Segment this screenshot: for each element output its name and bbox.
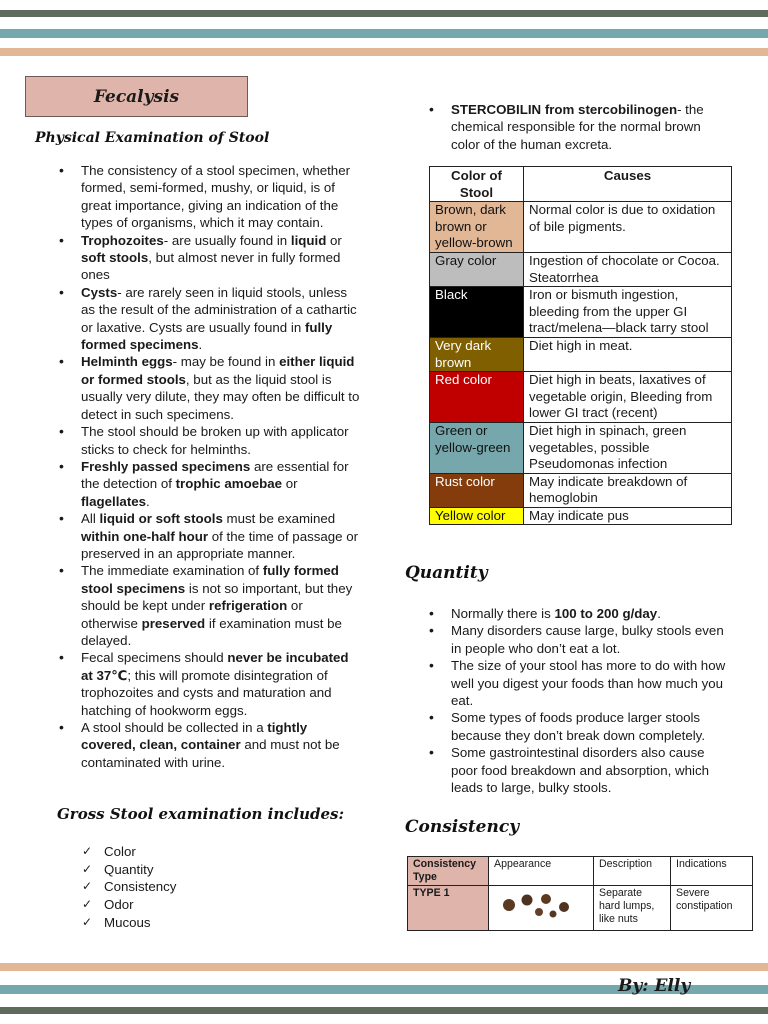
section-heading-physical: Physical Examination of Stool xyxy=(35,130,270,146)
table-row xyxy=(430,252,732,286)
cause-cell: May indicate breakdown of hemoglobin xyxy=(524,473,732,507)
top-stripe-teal xyxy=(0,29,768,38)
color-swatch-cell: Black xyxy=(430,287,524,338)
list-item: • The consistency of a stool specimen, whether formed, semi-formed, mushy, or liquid, is of great importance, giving an indication of the types of organisms, which it may contain. xyxy=(57,162,363,232)
consistency-header-indications: Indications xyxy=(671,857,753,886)
color-swatch-cell: Gray color xyxy=(430,252,524,286)
checklist-item: ✓ Consistency xyxy=(80,878,176,896)
page-title-text: Fecalysis xyxy=(93,86,180,107)
table-row xyxy=(430,422,732,473)
color-table-header-color: Color of Stool xyxy=(430,167,524,202)
physical-exam-list xyxy=(57,162,363,771)
consistency-header-type: Consistency Type xyxy=(408,857,489,886)
list-item: • Freshly passed specimens are essential for the detection of trophic amoebae or flagellates. xyxy=(57,458,363,510)
stercobilin-bullet: • STERCOBILIN from stercobilinogen- the chemical responsible for the normal brown color of the human excreta. xyxy=(427,101,732,153)
cause-cell: Diet high in meat. xyxy=(524,337,732,371)
cause-cell: Iron or bismuth ingestion, bleeding from the upper GI tract/melena—black tarry stool xyxy=(524,287,732,338)
table-row xyxy=(430,202,732,253)
list-item: • A stool should be collected in a tightly covered, clean, container and must not be contaminated with urine. xyxy=(57,719,363,771)
table-row xyxy=(430,507,732,525)
color-swatch-cell: Green or yellow-green xyxy=(430,422,524,473)
cause-cell: Ingestion of chocolate or Cocoa. Steatorrhea xyxy=(524,252,732,286)
consistency-header-appearance: Appearance xyxy=(489,857,594,886)
hard-lumps-image xyxy=(493,888,577,924)
list-item: • Helminth eggs- may be found in either liquid or formed stools, but as the liquid stool is usually very dilute, they may often be difficult to detect in such specimens. xyxy=(57,353,363,423)
list-item: • Fecal specimens should never be incubated at 37℃; this will promote disintegration of trophozoites and cysts and maturation and hatching of hookworm eggs. xyxy=(57,649,363,719)
color-table-header-row xyxy=(430,167,732,202)
list-item: • All liquid or soft stools must be examined within one-half hour of the time of passage or preserved in an appropriate manner. xyxy=(57,510,363,562)
section-heading-gross: Gross Stool examination includes: xyxy=(57,805,345,823)
list-item: • Cysts- are rarely seen in liquid stools, unless as the result of the administration of a cathartic or laxative. Cysts are usually found in fully formed specimens. xyxy=(57,284,363,354)
list-item: • Trophozoites- are usually found in liquid or soft stools, but almost never in fully formed ones xyxy=(57,232,363,284)
cause-cell: Diet high in beats, laxatives of vegetable origin, Bleeding from lower GI tract (recent) xyxy=(524,372,732,423)
consistency-header-description: Description xyxy=(594,857,671,886)
bottom-stripe-dark xyxy=(0,1007,768,1014)
indications-cell: Severe constipation xyxy=(671,886,753,931)
section-heading-quantity: Quantity xyxy=(405,563,488,583)
author-byline: By: Elly xyxy=(618,976,691,996)
color-swatch-cell: Red color xyxy=(430,372,524,423)
list-item: • Some types of foods produce larger stools because they don’t break down completely. xyxy=(427,709,732,744)
color-table-header-causes: Causes xyxy=(524,167,732,202)
list-item: • Normally there is 100 to 200 g/day. xyxy=(427,605,732,622)
color-swatch-cell: Brown, dark brown or yellow-brown xyxy=(430,202,524,253)
gross-exam-checklist xyxy=(80,843,176,932)
cause-cell: May indicate pus xyxy=(524,507,732,525)
color-swatch-cell: Very dark brown xyxy=(430,337,524,371)
table-row xyxy=(408,886,753,931)
color-swatch-cell: Yellow color xyxy=(430,507,524,525)
stool-color-table xyxy=(429,166,732,525)
list-item: • The immediate examination of fully formed stool specimens is not so important, but they should be kept under refrigeration or otherwise preserved if examination must be delayed. xyxy=(57,562,363,649)
list-item: • The size of your stool has more to do with how well you digest your foods than how much you eat. xyxy=(427,657,732,709)
consistency-type-cell: TYPE 1 xyxy=(408,886,489,931)
description-cell: Separate hard lumps, like nuts xyxy=(594,886,671,931)
list-item: • Many disorders cause large, bulky stools even in people who don’t eat a lot. xyxy=(427,622,732,657)
top-stripe-dark xyxy=(0,10,768,17)
color-swatch-cell: Rust color xyxy=(430,473,524,507)
checklist-item: ✓ Quantity xyxy=(80,861,176,879)
top-stripe-peach xyxy=(0,48,768,56)
checklist-item: ✓ Color xyxy=(80,843,176,861)
stercobilin-list xyxy=(427,101,732,153)
bottom-stripe-peach xyxy=(0,963,768,971)
cause-cell: Normal color is due to oxidation of bile pigments. xyxy=(524,202,732,253)
consistency-table xyxy=(407,856,753,931)
cause-cell: Diet high in spinach, green vegetables, possible Pseudomonas infection xyxy=(524,422,732,473)
table-row xyxy=(430,372,732,423)
consistency-table-header-row xyxy=(408,857,753,886)
section-heading-consistency: Consistency xyxy=(405,817,520,837)
list-item: • The stool should be broken up with applicator sticks to check for helminths. xyxy=(57,423,363,458)
checklist-item: ✓ Odor xyxy=(80,896,176,914)
table-row xyxy=(430,473,732,507)
table-row xyxy=(430,287,732,338)
appearance-cell xyxy=(489,886,594,931)
table-row xyxy=(430,337,732,371)
list-item: • Some gastrointestinal disorders also cause poor food breakdown and absorption, which leads to large, bulky stools. xyxy=(427,744,732,796)
checklist-item: ✓ Mucous xyxy=(80,914,176,932)
quantity-list xyxy=(427,605,732,796)
page-title xyxy=(25,76,248,117)
